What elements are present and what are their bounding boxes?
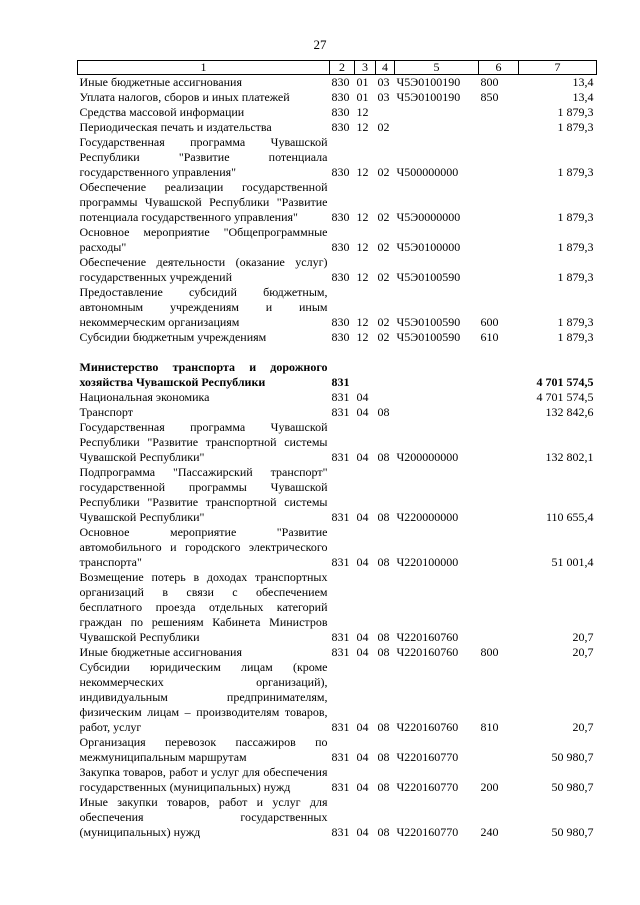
row-value-cell: 830 bbox=[331, 315, 350, 329]
row-value-cell: 04 bbox=[356, 645, 369, 659]
row-value-cell: 200 bbox=[480, 780, 499, 794]
row-value-cell: Ч200000000 bbox=[396, 450, 459, 464]
row-value-cell: 08 bbox=[377, 510, 390, 524]
row-value-cell: 04 bbox=[356, 780, 369, 794]
row-value-cell bbox=[355, 360, 376, 390]
row-value-cell: 831 bbox=[331, 510, 350, 524]
row-value-cell: 51 001,4 bbox=[551, 555, 594, 569]
row-name-cell: Периодическая печать и издательства bbox=[79, 120, 272, 134]
row-value-cell: 20,7 bbox=[572, 645, 594, 659]
row-value-cell: 831 bbox=[331, 645, 350, 659]
row-value-cell: 830 bbox=[331, 120, 350, 134]
table-row bbox=[78, 330, 597, 345]
row-value-cell: Ч220160770 bbox=[396, 825, 459, 839]
row-value-cell: 132 802,1 bbox=[545, 450, 594, 464]
row-value-cell bbox=[395, 105, 479, 120]
row-value-cell: 12 bbox=[356, 240, 369, 254]
row-value-cell: 831 bbox=[331, 720, 350, 734]
row-value-cell: 830 bbox=[331, 210, 350, 224]
table-row bbox=[78, 120, 597, 135]
row-value-cell: 610 bbox=[480, 330, 499, 344]
table-row bbox=[78, 795, 597, 840]
row-value-cell: 02 bbox=[377, 210, 390, 224]
row-value-cell: 830 bbox=[331, 330, 350, 344]
header-cell: 1 bbox=[78, 61, 330, 75]
row-name-cell: Государственная программа Чувашской Республики "Развитие транспортной системы Чувашской Республики" bbox=[79, 420, 328, 464]
row-value-cell: 800 bbox=[480, 645, 499, 659]
row-value-cell: 850 bbox=[480, 90, 499, 104]
row-value-cell: 13,4 bbox=[572, 90, 594, 104]
row-value-cell: 831 bbox=[331, 375, 350, 389]
row-value-cell: 50 980,7 bbox=[551, 780, 594, 794]
row-value-cell: 02 bbox=[377, 240, 390, 254]
table-row bbox=[78, 645, 597, 660]
row-value-cell: 08 bbox=[377, 450, 390, 464]
header-cell: 4 bbox=[376, 61, 395, 75]
row-value-cell: 01 bbox=[356, 90, 369, 104]
row-value-cell: 50 980,7 bbox=[551, 750, 594, 764]
row-value-cell: Ч500000000 bbox=[396, 165, 459, 179]
row-value-cell: Ч5Э0100590 bbox=[396, 270, 461, 284]
table-row bbox=[78, 405, 597, 420]
row-value-cell: 03 bbox=[377, 75, 390, 89]
row-value-cell: 12 bbox=[356, 315, 369, 329]
row-value-cell: Ч5Э0100190 bbox=[396, 90, 461, 104]
row-value-cell bbox=[479, 180, 519, 225]
row-value-cell bbox=[479, 525, 519, 570]
row-name-cell: Возмещение потерь в доходах транспортных организаций в связи с обеспечением бесплатного проезда отдельных категорий граждан по решениям Кабинета Министров Чувашской Республики bbox=[79, 570, 328, 644]
row-name-cell: Предоставление субсидий бюджетным, автономным учреждениям и иным некоммерческим организациям bbox=[79, 285, 328, 329]
row-name-cell: Национальная экономика bbox=[79, 390, 210, 404]
spacer-row bbox=[78, 345, 597, 360]
table-row bbox=[78, 180, 597, 225]
row-value-cell bbox=[479, 225, 519, 255]
header-cell: 7 bbox=[519, 61, 597, 75]
row-name-cell: Средства массовой информации bbox=[79, 105, 245, 119]
row-value-cell: 08 bbox=[377, 555, 390, 569]
row-value-cell: 831 bbox=[331, 825, 350, 839]
row-value-cell bbox=[395, 405, 479, 420]
row-name-cell: Иные закупки товаров, работ и услуг для обеспечения государственных (муниципальных) нужд bbox=[79, 795, 328, 839]
row-value-cell: 831 bbox=[331, 555, 350, 569]
row-value-cell: 830 bbox=[331, 240, 350, 254]
row-value-cell bbox=[376, 105, 395, 120]
row-value-cell: 01 bbox=[356, 75, 369, 89]
row-value-cell: 12 bbox=[356, 165, 369, 179]
table-header-row bbox=[78, 61, 597, 75]
row-value-cell: 12 bbox=[356, 330, 369, 344]
row-value-cell: 1 879,3 bbox=[557, 120, 594, 134]
row-value-cell: 800 bbox=[480, 75, 499, 89]
row-value-cell bbox=[376, 390, 395, 405]
header-cell: 6 bbox=[479, 61, 519, 75]
row-value-cell: 830 bbox=[331, 90, 350, 104]
row-value-cell bbox=[479, 405, 519, 420]
row-value-cell bbox=[479, 420, 519, 465]
row-value-cell: 13,4 bbox=[572, 75, 594, 89]
row-value-cell bbox=[395, 360, 479, 390]
row-value-cell bbox=[395, 120, 479, 135]
row-name-cell: Закупка товаров, работ и услуг для обеспечения государственных (муниципальных) нужд bbox=[79, 765, 328, 794]
table-row bbox=[78, 225, 597, 255]
table-row bbox=[78, 660, 597, 735]
header-cell: 5 bbox=[395, 61, 479, 75]
row-value-cell: Ч5Э0100000 bbox=[396, 240, 461, 254]
row-value-cell: 831 bbox=[331, 450, 350, 464]
row-value-cell: 1 879,3 bbox=[557, 315, 594, 329]
row-name-cell: Обеспечение деятельности (оказание услуг) государственных учреждений bbox=[79, 255, 328, 284]
row-value-cell: 1 879,3 bbox=[557, 210, 594, 224]
table-row bbox=[78, 135, 597, 180]
row-value-cell: 02 bbox=[377, 270, 390, 284]
row-value-cell: 810 bbox=[480, 720, 499, 734]
row-value-cell: 04 bbox=[356, 405, 369, 419]
row-value-cell: 1 879,3 bbox=[557, 240, 594, 254]
row-value-cell: 08 bbox=[377, 405, 390, 419]
row-name-cell: Иные бюджетные ассигнования bbox=[79, 75, 242, 89]
row-value-cell: 03 bbox=[377, 90, 390, 104]
row-value-cell bbox=[395, 390, 479, 405]
table-row bbox=[78, 525, 597, 570]
row-value-cell bbox=[479, 135, 519, 180]
table-row bbox=[78, 735, 597, 765]
row-value-cell: 4 701 574,5 bbox=[536, 375, 594, 389]
row-name-cell: Транспорт bbox=[79, 405, 133, 419]
table-row bbox=[78, 90, 597, 105]
row-value-cell: 08 bbox=[377, 780, 390, 794]
row-value-cell: 50 980,7 bbox=[551, 825, 594, 839]
row-value-cell: 12 bbox=[356, 270, 369, 284]
table-row bbox=[78, 255, 597, 285]
row-name-cell: Основное мероприятие "Развитие автомобильного и городского электрического транспорта" bbox=[79, 525, 328, 569]
row-value-cell: 1 879,3 bbox=[557, 105, 594, 119]
row-value-cell bbox=[479, 255, 519, 285]
row-value-cell: 04 bbox=[356, 825, 369, 839]
table-row bbox=[78, 570, 597, 645]
row-name-cell: Обеспечение реализации государственной программы Чувашской Республики "Развитие потенциала государственного управления" bbox=[79, 180, 328, 224]
row-value-cell: 04 bbox=[356, 390, 369, 404]
row-name-cell: Подпрограмма "Пассажирский транспорт" государственной программы Чувашской Республики "Развитие транспортной системы Чувашской Республики" bbox=[79, 465, 328, 524]
row-value-cell: 08 bbox=[377, 645, 390, 659]
row-name-cell: Уплата налогов, сборов и иных платежей bbox=[79, 90, 290, 104]
row-value-cell: 830 bbox=[331, 270, 350, 284]
row-value-cell: Ч220160760 bbox=[396, 630, 459, 644]
row-value-cell: 110 655,4 bbox=[545, 510, 594, 524]
header-cell: 3 bbox=[355, 61, 376, 75]
row-value-cell: Ч220160770 bbox=[396, 750, 459, 764]
row-value-cell bbox=[479, 465, 519, 525]
row-value-cell: 12 bbox=[356, 210, 369, 224]
row-value-cell: 20,7 bbox=[572, 720, 594, 734]
budget-table bbox=[77, 60, 597, 840]
row-name-cell: Основное мероприятие "Общепрограммные расходы" bbox=[79, 225, 328, 254]
row-name-cell: Иные бюджетные ассигнования bbox=[79, 645, 242, 659]
row-value-cell: 831 bbox=[331, 780, 350, 794]
table-row bbox=[78, 465, 597, 525]
row-value-cell: Ч220000000 bbox=[396, 510, 459, 524]
row-value-cell: Ч5Э0100590 bbox=[396, 315, 461, 329]
table-row bbox=[78, 390, 597, 405]
row-value-cell bbox=[479, 390, 519, 405]
row-value-cell: 08 bbox=[377, 720, 390, 734]
table-row bbox=[78, 105, 597, 120]
row-value-cell: 4 701 574,5 bbox=[536, 390, 594, 404]
row-name-cell: Организация перевозок пассажиров по межмуниципальным маршрутам bbox=[79, 735, 328, 764]
row-value-cell bbox=[376, 360, 395, 390]
row-value-cell: 240 bbox=[480, 825, 499, 839]
row-value-cell: 08 bbox=[377, 825, 390, 839]
row-value-cell: 04 bbox=[356, 750, 369, 764]
table-row bbox=[78, 360, 597, 390]
row-value-cell: 02 bbox=[377, 120, 390, 134]
row-value-cell: Ч220160760 bbox=[396, 645, 459, 659]
header-cell: 2 bbox=[330, 61, 355, 75]
row-value-cell: 830 bbox=[331, 75, 350, 89]
row-value-cell: 04 bbox=[356, 720, 369, 734]
row-value-cell: Ч220160770 bbox=[396, 780, 459, 794]
table-row bbox=[78, 75, 597, 91]
row-value-cell: 12 bbox=[356, 105, 369, 119]
row-value-cell: 02 bbox=[377, 165, 390, 179]
row-value-cell: 600 bbox=[480, 315, 499, 329]
row-value-cell: 04 bbox=[356, 510, 369, 524]
row-value-cell: 830 bbox=[331, 105, 350, 119]
row-value-cell: 831 bbox=[331, 390, 350, 404]
row-value-cell: 132 842,6 bbox=[545, 405, 594, 419]
row-value-cell: 20,7 bbox=[572, 630, 594, 644]
page-number: 27 bbox=[313, 37, 327, 52]
row-value-cell: 02 bbox=[377, 330, 390, 344]
row-name-cell: Министерство транспорта и дорожного хозяйства Чувашской Республики bbox=[79, 360, 328, 389]
row-value-cell: 04 bbox=[356, 450, 369, 464]
row-value-cell: 08 bbox=[377, 630, 390, 644]
row-value-cell: 1 879,3 bbox=[557, 330, 594, 344]
row-value-cell bbox=[479, 120, 519, 135]
table-row bbox=[78, 420, 597, 465]
row-value-cell: 04 bbox=[356, 555, 369, 569]
row-value-cell bbox=[479, 570, 519, 645]
row-name-cell: Государственная программа Чувашской Республики "Развитие потенциала государственного управления" bbox=[79, 135, 328, 179]
row-name-cell: Субсидии бюджетным учреждениям bbox=[79, 330, 267, 344]
row-value-cell: 1 879,3 bbox=[557, 270, 594, 284]
row-value-cell: 831 bbox=[331, 750, 350, 764]
row-value-cell: Ч220100000 bbox=[396, 555, 459, 569]
row-value-cell: Ч5Э0100190 bbox=[396, 75, 461, 89]
row-name-cell: Субсидии юридическим лицам (кроме некоммерческих организаций), индивидуальным предпринимателям, физическим лицам – производителям товаров, работ, услуг bbox=[79, 660, 328, 734]
row-value-cell: Ч5Э0100590 bbox=[396, 330, 461, 344]
row-value-cell: 12 bbox=[356, 120, 369, 134]
row-value-cell bbox=[479, 360, 519, 390]
row-value-cell: 04 bbox=[356, 630, 369, 644]
row-value-cell: Ч5Э0000000 bbox=[396, 210, 461, 224]
table-row bbox=[78, 765, 597, 795]
row-value-cell: 831 bbox=[331, 630, 350, 644]
row-value-cell: 02 bbox=[377, 315, 390, 329]
row-value-cell: 830 bbox=[331, 165, 350, 179]
row-value-cell: 1 879,3 bbox=[557, 165, 594, 179]
row-value-cell bbox=[479, 105, 519, 120]
row-value-cell bbox=[479, 735, 519, 765]
table-row bbox=[78, 285, 597, 330]
row-value-cell: 831 bbox=[331, 405, 350, 419]
row-value-cell: Ч220160760 bbox=[396, 720, 459, 734]
row-value-cell: 08 bbox=[377, 750, 390, 764]
